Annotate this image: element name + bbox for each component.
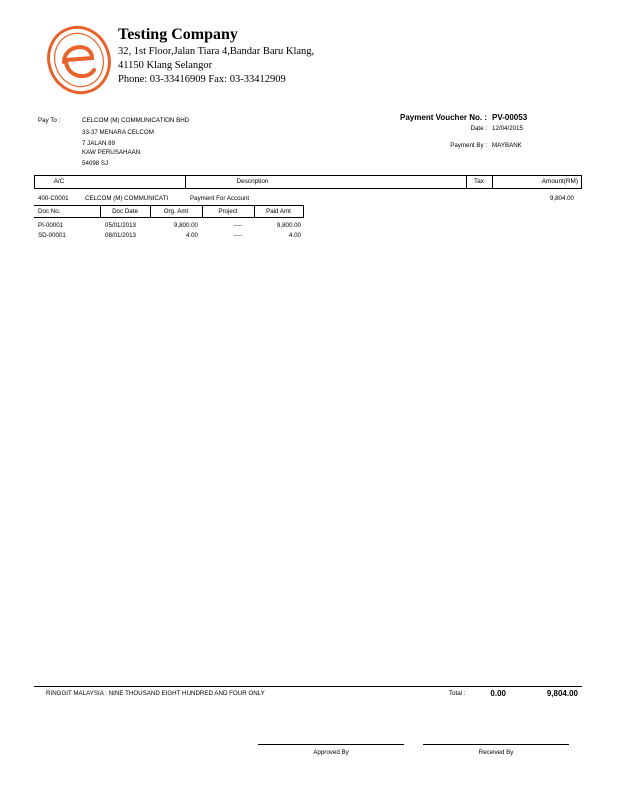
line-amount: 9,804.00: [549, 195, 574, 202]
company-name: Testing Company: [118, 26, 238, 43]
ref-doc-no: PI-00001: [38, 222, 64, 229]
ref-paid-amt: 4.00: [288, 232, 301, 239]
company-address-line1: 32, 1st Floor,Jalan Tiara 4,Bandar Baru Klang,: [118, 46, 315, 57]
ref-header-paid-amt: Paid Amt: [266, 208, 291, 215]
ref-doc-date: 08/01/2013: [105, 232, 136, 239]
total-amount: 9,804.00: [546, 689, 578, 698]
header-description: Description: [236, 178, 269, 185]
line-ac: 400-C0001: [38, 195, 69, 202]
voucher-no-value: PV-00053: [492, 113, 528, 122]
ref-header-doc-no: Doc No.: [38, 208, 61, 215]
table-divider: [581, 175, 582, 189]
payee-address-line: 7 JALAN 89: [82, 140, 116, 147]
received-by-label: Received By: [478, 749, 514, 756]
ref-doc-date: 05/01/2013: [105, 222, 136, 229]
payment-by-label: Payment By :: [450, 142, 487, 149]
ref-org-amt: 9,800.00: [173, 222, 198, 229]
approved-by-signature-line: [258, 744, 404, 745]
company-logo-icon: [44, 20, 114, 98]
header-ac: A/C: [53, 178, 65, 185]
footer-top-border: [34, 686, 582, 687]
table-header-bottom-border: [34, 188, 582, 189]
pay-to-label: Pay To :: [38, 117, 61, 124]
ref-header-org-amt: Org. Amt: [163, 208, 189, 215]
amount-in-words: RINGGIT MALAYSIA : NINE THOUSAND EIGHT HUNDRED AND FOUR ONLY: [46, 690, 265, 697]
header-tax: Tax: [474, 178, 484, 185]
header-amount: Amount(RM): [541, 178, 578, 185]
ref-header-project: Project: [218, 208, 238, 215]
voucher-no-label: Payment Voucher No. :: [400, 113, 487, 122]
payee-address-line: KAW PERUSAHAAN: [82, 149, 141, 156]
line-payee-name: CELCOM (M) COMMUNICATI: [85, 195, 169, 202]
payment-by-value: MAYBANK: [492, 142, 522, 149]
total-label: Total :: [449, 690, 466, 697]
line-description: Payment For Account: [190, 195, 250, 202]
total-tax: 0.00: [490, 689, 506, 698]
ref-header-doc-date: Doc Date: [112, 208, 138, 215]
approved-by-label: Approved By: [313, 749, 349, 756]
company-address-line2: 41150 Klang Selangor: [118, 60, 213, 71]
date-value: 12/04/2015: [492, 125, 523, 132]
ref-doc-no: SD-00001: [38, 232, 66, 239]
ref-org-amt: 4.00: [185, 232, 198, 239]
ref-paid-amt: 9,800.00: [276, 222, 301, 229]
company-phone-fax: Phone: 03-33416909 Fax: 03-33412909: [118, 74, 286, 85]
payee-address-line: 54098 SJ: [82, 160, 109, 167]
received-by-signature-line: [423, 744, 569, 745]
ref-table-header-border: [34, 217, 304, 218]
payee-name: CELCOM (M) COMMUNICATION BHD: [82, 117, 190, 124]
ref-divider: [303, 205, 304, 217]
ref-project: ----: [233, 222, 243, 229]
date-label: Date :: [470, 125, 487, 132]
payee-address-line: 33-37 MENARA CELCOM: [82, 129, 154, 136]
ref-project: ----: [233, 232, 243, 239]
